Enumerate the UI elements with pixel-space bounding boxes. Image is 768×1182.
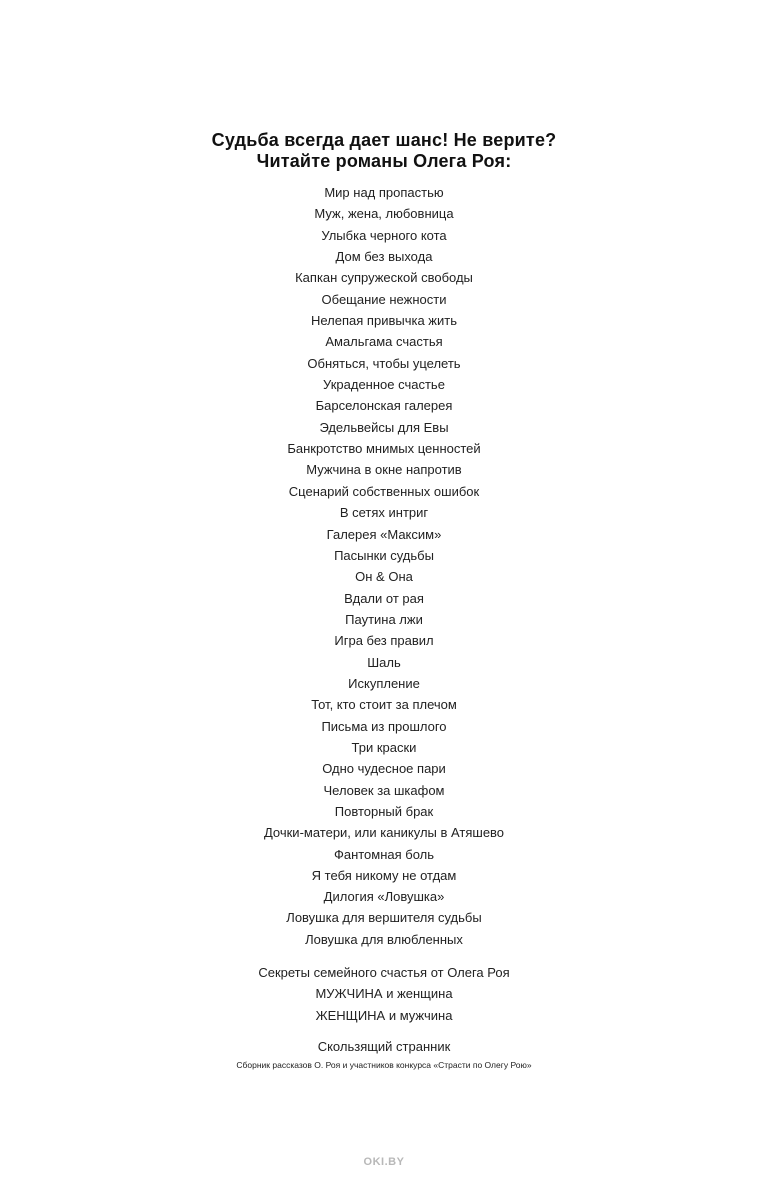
dilogy-list bbox=[0, 886, 768, 950]
novel-title: Три краски bbox=[351, 739, 417, 755]
novel-title: Улыбка черного кота bbox=[321, 227, 447, 243]
family-secrets-list bbox=[0, 962, 768, 1026]
novel-title: Мужчина в окне напротив bbox=[306, 462, 462, 478]
dilogy-title: Дилогия «Ловушка» bbox=[323, 889, 445, 904]
novel-title: Капкан супружеской свободы bbox=[295, 270, 473, 286]
novel-title: Дочки-матери, или каникулы в Атяшево bbox=[263, 825, 505, 841]
novel-title: Банкротство мнимых ценностей bbox=[287, 441, 481, 457]
novel-title: Шаль bbox=[367, 654, 401, 670]
novel-title: Повторный брак bbox=[334, 803, 434, 819]
novel-title: Украденное счастье bbox=[323, 377, 445, 393]
novel-title: Сценарий собственных ошибок bbox=[288, 483, 480, 499]
dilogy-book-title: Ловушка для вершителя судьбы bbox=[286, 910, 482, 926]
novel-title: Амальгама счастья bbox=[325, 334, 443, 350]
collection-note: Сборник рассказов О. Роя и участников конкурса «Страсти по Олегу Рою» bbox=[236, 1060, 532, 1070]
novel-list bbox=[0, 182, 768, 886]
novel-title: Паутина лжи bbox=[345, 611, 423, 627]
novel-title: Обняться, чтобы уцелеть bbox=[307, 355, 461, 371]
series-book-title: ЖЕНЩИНА и мужчина bbox=[315, 1007, 453, 1023]
novel-title: Обещание нежности bbox=[321, 291, 447, 307]
page-heading-line-2: Читайте романы Олега Роя: bbox=[256, 151, 512, 171]
dilogy-book-title: Ловушка для влюбленных bbox=[305, 931, 463, 947]
novel-title: Тот, кто стоит за плечом bbox=[311, 697, 457, 713]
collection-title: Скользящий странник bbox=[317, 1039, 451, 1054]
novel-title: Мир над пропастью bbox=[324, 185, 444, 200]
novel-title: Я тебя никому не отдам bbox=[311, 868, 457, 883]
novel-title: Одно чудесное пари bbox=[322, 761, 446, 777]
novel-title: Письма из прошлого bbox=[321, 718, 447, 734]
series-book-title: МУЖЧИНА и женщина bbox=[315, 986, 453, 1002]
novel-title: Нелепая привычка жить bbox=[311, 313, 457, 329]
page-heading-line-1: Судьба всегда дает шанс! Не верите? bbox=[211, 130, 557, 150]
novel-title: Вдали от рая bbox=[344, 590, 424, 606]
novel-title: Игра без правил bbox=[334, 633, 434, 649]
site-watermark: OKI.BY bbox=[363, 1156, 405, 1168]
novel-title: Галерея «Максим» bbox=[326, 526, 442, 542]
novel-title: В сетях интриг bbox=[339, 505, 429, 521]
novel-title: Он & Она bbox=[355, 569, 413, 585]
novel-title: Эдельвейсы для Евы bbox=[319, 419, 449, 435]
novel-title: Искупление bbox=[348, 675, 420, 691]
novel-title: Фантомная боль bbox=[333, 846, 435, 862]
collection-list bbox=[0, 1036, 768, 1057]
novel-title: Барселонская галерея bbox=[315, 398, 453, 414]
novel-title: Пасынки судьбы bbox=[334, 547, 434, 563]
series-title: Секреты семейного счастья от Олега Роя bbox=[258, 965, 510, 980]
novel-title: Дом без выхода bbox=[335, 249, 433, 265]
novel-title: Муж, жена, любовница bbox=[314, 206, 454, 222]
novel-title: Человек за шкафом bbox=[323, 782, 445, 798]
